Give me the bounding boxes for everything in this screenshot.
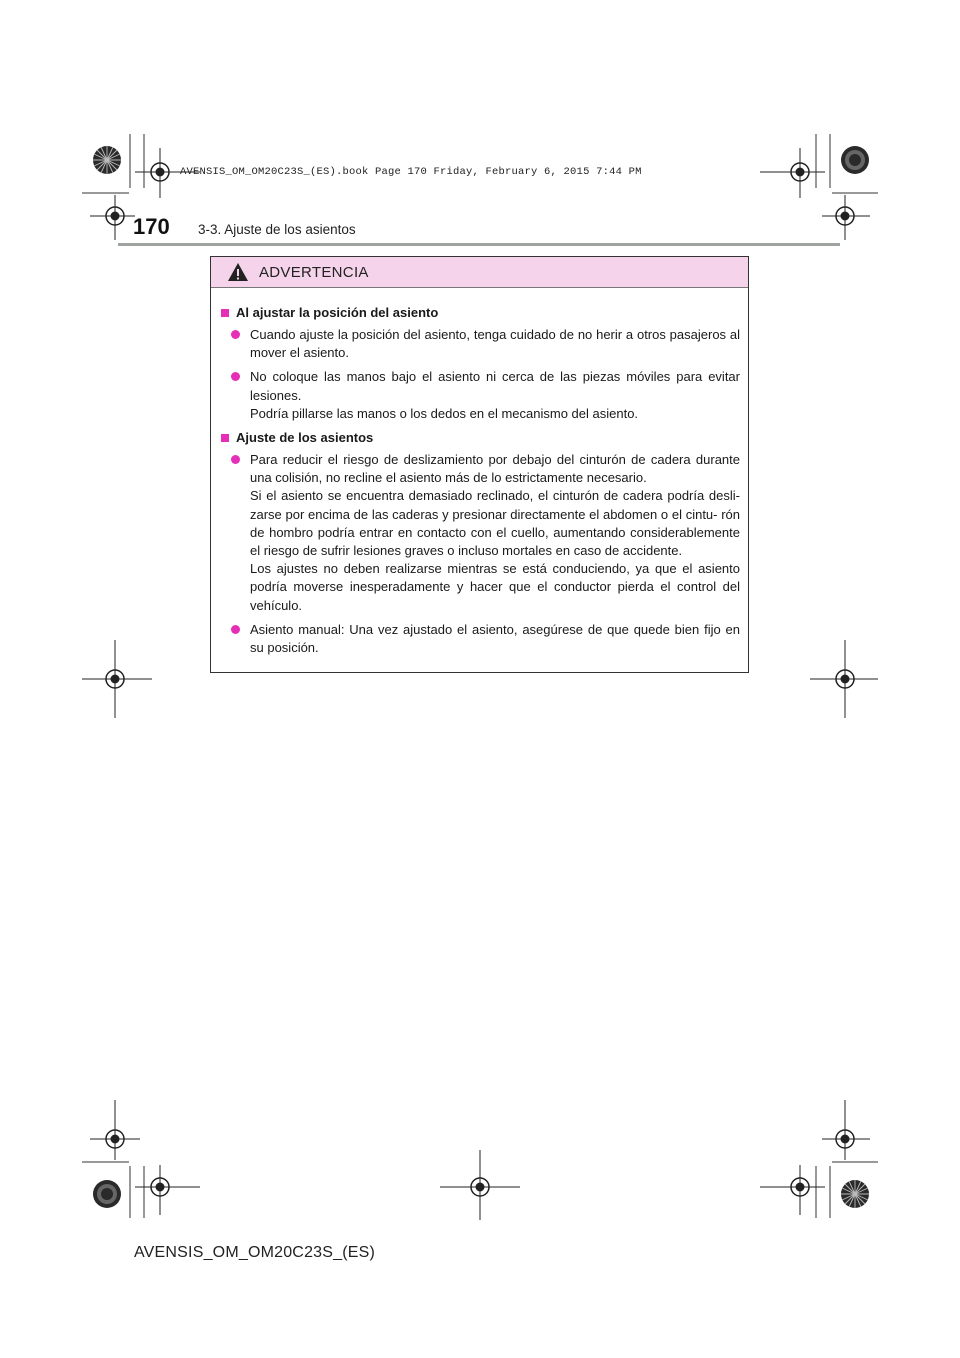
paragraph: Asiento manual: Una vez ajustado el asiento, asegúrese de que quede bien fijo en su posición. xyxy=(250,621,740,656)
section-title: 3-3. Ajuste de los asientos xyxy=(198,222,356,237)
page-number: 170 xyxy=(133,214,170,239)
footer-model-code: AVENSIS_OM_OM20C23S_(ES) xyxy=(134,1244,376,1261)
round-bullet-icon xyxy=(231,372,240,381)
paragraph: Para reducir el riesgo de deslizamiento por debajo del cinturón de cadera durante una colisión, no recline el asiento más de lo estrictamente necesario. xyxy=(250,452,740,486)
list-item xyxy=(231,621,740,657)
paragraph: Cuando ajuste la posición del asiento, tenga cuidado de no herir a otros pasajeros al mover el asiento. xyxy=(250,327,740,361)
square-bullet-icon xyxy=(221,309,229,317)
list-item xyxy=(231,451,740,615)
book-info-stamp: AVENSIS_OM_OM20C23S_(ES).book Page 170 Friday, February 6, 2015 7:44 PM xyxy=(180,166,642,178)
section-heading-text: Al ajustar la posición del asiento xyxy=(236,305,439,320)
section-heading-text: Ajuste de los asientos xyxy=(236,430,374,446)
square-bullet-icon xyxy=(221,434,229,442)
round-bullet-icon xyxy=(231,330,240,339)
round-bullet-icon xyxy=(231,455,240,464)
round-bullet-icon xyxy=(231,625,240,634)
section-heading xyxy=(219,430,740,445)
warning-triangle-icon xyxy=(227,262,249,282)
paragraph: No coloque las manos bajo el asiento ni cerca de las piezas móviles para evitar lesiones. xyxy=(250,369,740,403)
paragraph: Podría pillarse las manos o los dedos en el mecanismo del asiento. xyxy=(250,405,639,421)
warning-header xyxy=(211,257,748,288)
list-item xyxy=(231,326,740,362)
warning-body xyxy=(211,288,748,657)
header-rule xyxy=(118,243,840,246)
section-heading xyxy=(219,305,740,320)
list-item xyxy=(231,368,740,423)
paragraph: Si el asiento se encuentra demasiado reclinado, el cinturón de cadera podría desli- zarse por encima de las caderas y presionar directamente el abdomen o el cintu- rón de hombro podría entrar en contacto con el cuello, aumentando considerablemente el riesgo de sufrir lesiones graves o incluso mortales en caso de accidente. xyxy=(250,488,740,559)
warning-title: ADVERTENCIA xyxy=(259,263,369,281)
paragraph: Los ajustes no deben realizarse mientras se está conduciendo, ya que el asiento podría moverse inesperadamente y hacer que el conductor pierda el control del vehículo. xyxy=(250,561,740,613)
warning-box xyxy=(210,256,749,673)
